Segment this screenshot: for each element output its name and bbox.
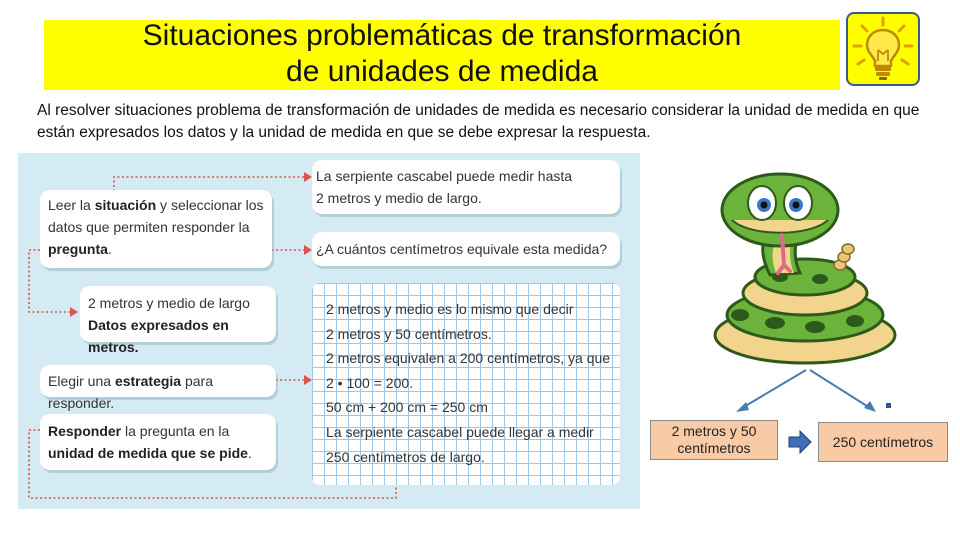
title-line-2: de unidades de medida xyxy=(286,55,598,88)
step-data-unit-label: Datos expresados en metros. xyxy=(88,317,229,355)
title-line-1: Situaciones problemáticas de transformación xyxy=(142,19,742,52)
conversion-from-box xyxy=(650,420,778,460)
step-read-text: Leer la xyxy=(48,197,95,213)
step-answer-text: la pregunta en la xyxy=(121,423,230,439)
step-strategy-bold: estrategia xyxy=(114,373,182,389)
right-arrow-icon xyxy=(788,430,812,454)
step-read-text-2: y seleccionar los datos que permiten responder la xyxy=(48,197,264,235)
problem-question: ¿A cuántos centímetros equivale esta medida? xyxy=(316,241,608,257)
conversion-from-text: 2 metros y 50 centímetros xyxy=(671,423,757,456)
solution-line: 50 cm + 200 cm = 250 cm xyxy=(326,399,488,416)
step-answer-period: . xyxy=(247,445,252,461)
solution-line: 2 • 100 = 200. xyxy=(326,374,414,391)
step-data-value: 2 metros y medio de largo xyxy=(88,295,250,311)
solution-line: 2 metros y 50 centímetros. xyxy=(326,325,492,342)
step-answer-bold-unit: unidad de medida que se pide xyxy=(48,445,248,461)
step-read-bold-question: pregunta xyxy=(48,241,108,257)
solution-line: La serpiente cascabel puede llegar a medir xyxy=(326,423,594,440)
step-read-bold-situation: situación xyxy=(94,197,157,213)
step-strategy-text: Elegir una xyxy=(48,373,115,389)
step-read-period: . xyxy=(107,241,112,257)
step-answer-bold-respond: Responder xyxy=(48,423,122,439)
solution-line: 2 metros y medio es lo mismo que decir xyxy=(326,301,574,317)
step-strategy-text-2: para responder. xyxy=(48,373,214,411)
conversion-to-box xyxy=(818,422,948,462)
conversion-to-text: 250 centímetros xyxy=(832,434,934,450)
solution-line: 250 centímetros de largo. xyxy=(326,448,485,465)
intro-paragraph: Al resolver situaciones problema de transformación de unidades de medida es necesario considerar la unidad de medida en que están expresados los datos y la unidad de medida en que se debe expresar la respuesta. xyxy=(37,102,920,141)
problem-statement-line-2: 2 metros y medio de largo. xyxy=(316,190,482,206)
solution-line: 2 metros equivalen a 200 centímetros, ya que xyxy=(326,350,611,367)
problem-statement-line-1: La serpiente cascabel puede medir hasta xyxy=(316,168,573,184)
